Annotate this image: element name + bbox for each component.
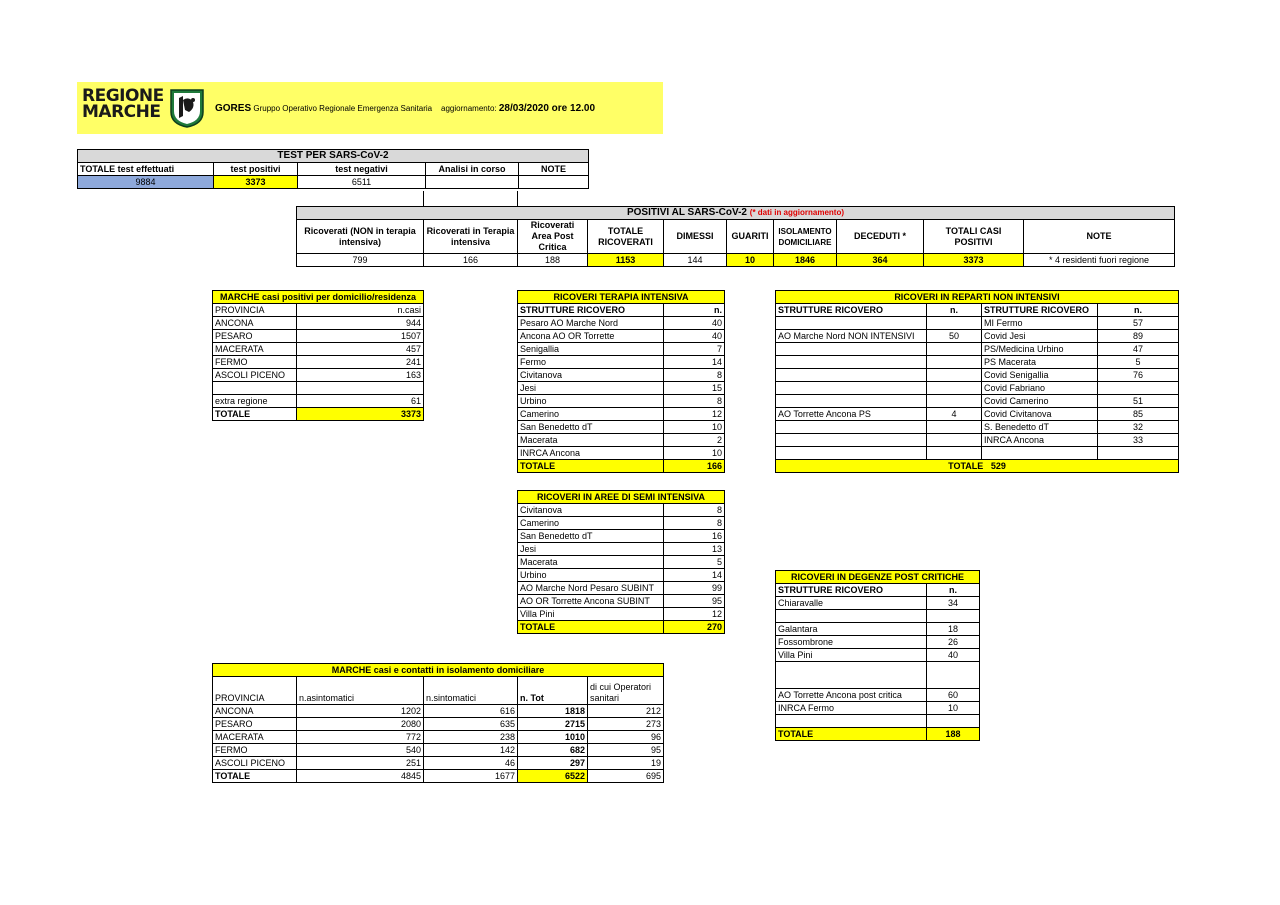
table-cell xyxy=(1098,382,1179,395)
table-cell: 51 xyxy=(1098,395,1179,408)
table-cell: 297 xyxy=(518,757,588,770)
positivi-header: Ricoverati (NON in terapia intensiva) xyxy=(297,220,424,254)
table-cell xyxy=(982,447,1098,460)
table-cell: 96 xyxy=(588,731,664,744)
table-cell xyxy=(776,610,927,623)
divider xyxy=(517,191,518,206)
table-row xyxy=(776,689,980,702)
table-cell: 85 xyxy=(1098,408,1179,421)
divider xyxy=(423,191,424,206)
ni-total-label: TOTALE xyxy=(948,461,984,471)
test-negative-value: 6511 xyxy=(298,176,426,189)
table-cell: 2080 xyxy=(297,718,424,731)
positivi-value: 166 xyxy=(424,254,518,267)
table-cell: S. Benedetto dT xyxy=(982,421,1098,434)
table-cell: San Benedetto dT xyxy=(518,421,664,434)
table-cell: 61 xyxy=(297,395,424,408)
table-cell: 95 xyxy=(588,744,664,757)
table-cell: AO Torrette Ancona post critica xyxy=(776,689,927,702)
positivi-value: 799 xyxy=(297,254,424,267)
total-row xyxy=(518,460,725,473)
table-cell: 270 xyxy=(664,621,725,634)
table-cell: 2715 xyxy=(518,718,588,731)
table-cell xyxy=(927,715,980,728)
table-row xyxy=(518,369,725,382)
test-table xyxy=(77,149,589,189)
table-row xyxy=(776,382,1179,395)
table-row xyxy=(776,395,1179,408)
table-cell: INRCA Ancona xyxy=(518,447,664,460)
org-name: GORES xyxy=(215,103,252,114)
table-cell xyxy=(776,382,927,395)
total-row xyxy=(213,408,424,421)
table-cell: TOTALE xyxy=(213,408,297,421)
table-cell xyxy=(776,356,927,369)
table-row xyxy=(518,447,725,460)
table-row xyxy=(213,382,424,395)
table-cell: 4845 xyxy=(297,770,424,783)
table-cell xyxy=(927,382,982,395)
table-cell: 8 xyxy=(664,517,725,530)
table-cell: 5 xyxy=(1098,356,1179,369)
table-cell xyxy=(927,610,980,623)
table-cell xyxy=(776,460,1179,473)
table-row xyxy=(776,369,1179,382)
ni-col-header: n. xyxy=(927,304,982,317)
table-cell: 238 xyxy=(424,731,518,744)
table-cell: 3373 xyxy=(297,408,424,421)
test-table-title: TEST PER SARS-CoV-2 xyxy=(78,150,589,163)
table-row xyxy=(776,447,1179,460)
ni-total-value: 529 xyxy=(990,461,1006,471)
table-cell: Civitanova xyxy=(518,504,664,517)
post-critiche-table xyxy=(775,570,980,741)
semi-intensiva-title: RICOVERI IN AREE DI SEMI INTENSIVA xyxy=(518,491,725,504)
table-row xyxy=(518,382,725,395)
table-cell: 695 xyxy=(588,770,664,783)
terapia-intensiva-table xyxy=(517,290,725,473)
table-cell xyxy=(927,434,982,447)
table-cell: 682 xyxy=(518,744,588,757)
positivi-value: 3373 xyxy=(924,254,1024,267)
table-cell: 8 xyxy=(664,369,725,382)
table-cell: INRCA Ancona xyxy=(982,434,1098,447)
table-cell: 163 xyxy=(297,369,424,382)
table-cell: San Benedetto dT xyxy=(518,530,664,543)
table-row xyxy=(518,582,725,595)
table-cell: 26 xyxy=(927,636,980,649)
table-cell: PS/Medicina Urbino xyxy=(982,343,1098,356)
table-cell: ANCONA xyxy=(213,317,297,330)
table-cell xyxy=(776,317,927,330)
update-value: 28/03/2020 ore 12.00 xyxy=(498,103,596,114)
table-row xyxy=(776,636,980,649)
table-cell: 166 xyxy=(664,460,725,473)
positivi-header: TOTALI CASI POSITIVI xyxy=(924,220,1024,254)
table-cell: 10 xyxy=(664,421,725,434)
table-cell: Senigallia xyxy=(518,343,664,356)
table-cell: 32 xyxy=(1098,421,1179,434)
table-cell: PS Macerata xyxy=(982,356,1098,369)
table-cell: 60 xyxy=(927,689,980,702)
table-row xyxy=(213,705,664,718)
table-row xyxy=(776,330,1179,343)
table-cell: 47 xyxy=(1098,343,1179,356)
table-cell xyxy=(927,395,982,408)
positivi-value: 1153 xyxy=(588,254,664,267)
table-row xyxy=(518,356,725,369)
header-banner xyxy=(77,82,663,134)
table-cell xyxy=(776,434,927,447)
table-cell: 7 xyxy=(664,343,725,356)
isolamento-title: MARCHE casi e contatti in isolamento domiciliare xyxy=(213,664,664,677)
table-cell: 95 xyxy=(664,595,725,608)
table-cell: ASCOLI PICENO xyxy=(213,757,297,770)
table-cell: Civitanova xyxy=(518,369,664,382)
table-cell: ASCOLI PICENO xyxy=(213,369,297,382)
table-cell xyxy=(776,421,927,434)
table-cell: 251 xyxy=(297,757,424,770)
banner-text xyxy=(215,103,595,114)
table-cell: Camerino xyxy=(518,517,664,530)
table-cell: 212 xyxy=(588,705,664,718)
table-cell: 12 xyxy=(664,408,725,421)
table-cell: Chiaravalle xyxy=(776,597,927,610)
table-cell: Pesaro AO Marche Nord xyxy=(518,317,664,330)
table-row xyxy=(213,369,424,382)
test-note-value xyxy=(519,176,589,189)
table-cell: TOTALE xyxy=(518,460,664,473)
table-cell: 457 xyxy=(297,343,424,356)
table-cell: 34 xyxy=(927,597,980,610)
table-cell xyxy=(927,421,982,434)
table-cell: Villa Pini xyxy=(776,649,927,662)
domicilio-table xyxy=(212,290,424,421)
table-cell: MACERATA xyxy=(213,343,297,356)
table-row xyxy=(213,356,424,369)
table-cell: PESARO xyxy=(213,718,297,731)
table-row xyxy=(518,530,725,543)
test-header: NOTE xyxy=(519,163,589,176)
table-cell: MACERATA xyxy=(213,731,297,744)
table-row xyxy=(213,395,424,408)
table-row xyxy=(776,317,1179,330)
table-cell: 142 xyxy=(424,744,518,757)
table-cell: 188 xyxy=(927,728,980,741)
positivi-header: TOTALE RICOVERATI xyxy=(588,220,664,254)
table-cell: AO OR Torrette Ancona SUBINT xyxy=(518,595,664,608)
table-row xyxy=(518,569,725,582)
table-cell: 1010 xyxy=(518,731,588,744)
table-cell: PESARO xyxy=(213,330,297,343)
table-cell: 99 xyxy=(664,582,725,595)
table-cell: FERMO xyxy=(213,744,297,757)
table-cell xyxy=(776,343,927,356)
table-row xyxy=(518,330,725,343)
positivi-title-note: (* dati in aggiornamento) xyxy=(749,208,845,217)
ni-col-header: n. xyxy=(1098,304,1179,317)
table-cell: 40 xyxy=(664,317,725,330)
table-row xyxy=(213,343,424,356)
table-cell: extra regione xyxy=(213,395,297,408)
table-row xyxy=(776,715,980,728)
table-cell: 540 xyxy=(297,744,424,757)
positivi-table xyxy=(296,206,1175,267)
table-cell: Galantara xyxy=(776,623,927,636)
post-critiche-title: RICOVERI IN DEGENZE POST CRITICHE xyxy=(776,571,980,584)
table-cell xyxy=(776,369,927,382)
table-cell: Fermo xyxy=(518,356,664,369)
table-cell: Macerata xyxy=(518,434,664,447)
pc-col-header: n. xyxy=(927,584,980,597)
regione-marche-logo: REGIONE MARCHE xyxy=(82,86,164,122)
isolamento-header: di cui Operatori sanitari xyxy=(588,677,664,705)
total-row xyxy=(518,621,725,634)
positivi-value: 364 xyxy=(837,254,924,267)
test-header: Analisi in corso xyxy=(426,163,519,176)
table-cell: Villa Pini xyxy=(518,608,664,621)
total-row xyxy=(213,770,664,783)
total-row xyxy=(776,728,980,741)
table-row xyxy=(213,317,424,330)
isolamento-table xyxy=(212,663,664,783)
table-cell: 18 xyxy=(927,623,980,636)
update-label: aggiornamento: xyxy=(441,104,497,113)
pc-col-header: STRUTTURE RICOVERO xyxy=(776,584,927,597)
domicilio-col-header: PROVINCIA xyxy=(213,304,297,317)
table-cell: TOTALE xyxy=(518,621,664,634)
positivi-header: Ricoverati Area Post Critica xyxy=(518,220,588,254)
table-cell xyxy=(927,317,982,330)
table-cell: 40 xyxy=(927,649,980,662)
ni-col-header: STRUTTURE RICOVERO xyxy=(776,304,927,317)
table-row xyxy=(776,356,1179,369)
table-row xyxy=(776,702,980,715)
table-cell: Jesi xyxy=(518,382,664,395)
table-cell xyxy=(1098,447,1179,460)
table-cell: 1202 xyxy=(297,705,424,718)
table-row xyxy=(518,395,725,408)
test-header: TOTALE test effettuati xyxy=(78,163,214,176)
table-row xyxy=(776,623,980,636)
positivi-value: 1846 xyxy=(774,254,837,267)
table-cell: 273 xyxy=(588,718,664,731)
table-cell: 616 xyxy=(424,705,518,718)
table-cell: 15 xyxy=(664,382,725,395)
table-cell: Covid Jesi xyxy=(982,330,1098,343)
table-cell: 19 xyxy=(588,757,664,770)
test-header: test positivi xyxy=(214,163,298,176)
table-row xyxy=(776,421,1179,434)
table-cell: Covid Camerino xyxy=(982,395,1098,408)
table-row xyxy=(213,330,424,343)
table-row xyxy=(518,556,725,569)
table-cell: AO Torrette Ancona PS xyxy=(776,408,927,421)
isolamento-header: n.asintomatici xyxy=(297,677,424,705)
table-cell: Ancona AO OR Torrette xyxy=(518,330,664,343)
table-cell: 6522 xyxy=(518,770,588,783)
table-cell: Covid Civitanova xyxy=(982,408,1098,421)
positivi-value: 144 xyxy=(664,254,727,267)
regione-marche-emblem-icon xyxy=(169,88,205,128)
ti-col-header: n. xyxy=(664,304,725,317)
table-cell xyxy=(927,662,980,689)
table-cell: 13 xyxy=(664,543,725,556)
table-cell: Fossombrone xyxy=(776,636,927,649)
ni-col-header: STRUTTURE RICOVERO xyxy=(982,304,1098,317)
table-cell xyxy=(213,382,297,395)
table-row xyxy=(776,610,980,623)
table-cell: 772 xyxy=(297,731,424,744)
table-cell: AO Marche Nord Pesaro SUBINT xyxy=(518,582,664,595)
table-cell: Covid Fabriano xyxy=(982,382,1098,395)
table-cell: INRCA Fermo xyxy=(776,702,927,715)
table-cell: 10 xyxy=(664,447,725,460)
isolamento-header: n.sintomatici xyxy=(424,677,518,705)
table-cell: MI Fermo xyxy=(982,317,1098,330)
table-cell: Macerata xyxy=(518,556,664,569)
isolamento-header: n. Tot xyxy=(518,677,588,705)
positivi-header: Ricoverati in Terapia intensiva xyxy=(424,220,518,254)
ti-col-header: STRUTTURE RICOVERO xyxy=(518,304,664,317)
table-cell: 2 xyxy=(664,434,725,447)
table-cell: FERMO xyxy=(213,356,297,369)
table-cell: Camerino xyxy=(518,408,664,421)
table-row xyxy=(518,317,725,330)
total-row xyxy=(776,460,1179,473)
table-cell: 14 xyxy=(664,356,725,369)
table-row xyxy=(518,517,725,530)
table-cell: 12 xyxy=(664,608,725,621)
table-cell xyxy=(776,395,927,408)
table-row xyxy=(213,744,664,757)
table-cell: Covid Senigallia xyxy=(982,369,1098,382)
table-cell: 57 xyxy=(1098,317,1179,330)
table-cell: Jesi xyxy=(518,543,664,556)
table-cell: 635 xyxy=(424,718,518,731)
table-row xyxy=(518,434,725,447)
positivi-header: DIMESSI xyxy=(664,220,727,254)
table-row xyxy=(776,343,1179,356)
non-intensivi-table xyxy=(775,290,1179,473)
table-row xyxy=(776,408,1179,421)
positivi-header: NOTE xyxy=(1024,220,1175,254)
positivi-value: 188 xyxy=(518,254,588,267)
table-cell xyxy=(776,447,927,460)
table-cell: 1507 xyxy=(297,330,424,343)
test-pending-value xyxy=(426,176,519,189)
table-row xyxy=(776,597,980,610)
table-cell: 50 xyxy=(927,330,982,343)
non-intensivi-title: RICOVERI IN REPARTI NON INTENSIVI xyxy=(776,291,1179,304)
table-cell xyxy=(927,343,982,356)
test-header: test negativi xyxy=(298,163,426,176)
table-row xyxy=(776,662,980,689)
table-row xyxy=(518,408,725,421)
table-row xyxy=(776,649,980,662)
table-cell: 89 xyxy=(1098,330,1179,343)
table-cell xyxy=(927,447,982,460)
domicilio-title: MARCHE casi positivi per domicilio/residenza xyxy=(213,291,424,304)
table-row xyxy=(518,421,725,434)
positivi-header: DECEDUTI * xyxy=(837,220,924,254)
positivi-value: 10 xyxy=(727,254,774,267)
table-row xyxy=(213,757,664,770)
table-cell: 1818 xyxy=(518,705,588,718)
positivi-header: ISOLAMENTO DOMICILIARE xyxy=(774,220,837,254)
table-row xyxy=(518,543,725,556)
positivi-header: GUARITI xyxy=(727,220,774,254)
table-cell: Urbino xyxy=(518,569,664,582)
table-row xyxy=(213,718,664,731)
table-row xyxy=(518,343,725,356)
table-cell: 14 xyxy=(664,569,725,582)
table-cell: 33 xyxy=(1098,434,1179,447)
table-row xyxy=(518,595,725,608)
table-cell: 944 xyxy=(297,317,424,330)
table-cell: TOTALE xyxy=(213,770,297,783)
test-positive-value: 3373 xyxy=(214,176,298,189)
table-cell: 40 xyxy=(664,330,725,343)
test-total-value: 9884 xyxy=(78,176,214,189)
table-cell: 16 xyxy=(664,530,725,543)
table-cell xyxy=(776,662,927,689)
table-cell: AO Marche Nord NON INTENSIVI xyxy=(776,330,927,343)
table-row xyxy=(518,504,725,517)
isolamento-header: PROVINCIA xyxy=(213,677,297,705)
positivi-value: * 4 residenti fuori regione xyxy=(1024,254,1175,267)
positivi-title: POSITIVI AL SARS-CoV-2 (* dati in aggiornamento) xyxy=(297,207,1175,220)
table-cell xyxy=(927,369,982,382)
semi-intensiva-table xyxy=(517,490,725,634)
table-cell: 76 xyxy=(1098,369,1179,382)
table-row xyxy=(518,608,725,621)
table-cell xyxy=(776,715,927,728)
table-cell xyxy=(927,356,982,369)
table-cell: 5 xyxy=(664,556,725,569)
table-cell: 8 xyxy=(664,395,725,408)
table-cell: Urbino xyxy=(518,395,664,408)
table-cell: 8 xyxy=(664,504,725,517)
table-cell: 241 xyxy=(297,356,424,369)
table-cell: 10 xyxy=(927,702,980,715)
table-cell: 1677 xyxy=(424,770,518,783)
table-row xyxy=(213,731,664,744)
table-cell: TOTALE xyxy=(776,728,927,741)
table-cell: ANCONA xyxy=(213,705,297,718)
terapia-intensiva-title: RICOVERI TERAPIA INTENSIVA xyxy=(518,291,725,304)
table-cell: 46 xyxy=(424,757,518,770)
domicilio-col-header: n.casi xyxy=(297,304,424,317)
org-full-name: Gruppo Operativo Regionale Emergenza Sanitaria xyxy=(253,104,433,113)
table-cell: 4 xyxy=(927,408,982,421)
table-cell xyxy=(297,382,424,395)
table-row xyxy=(776,434,1179,447)
